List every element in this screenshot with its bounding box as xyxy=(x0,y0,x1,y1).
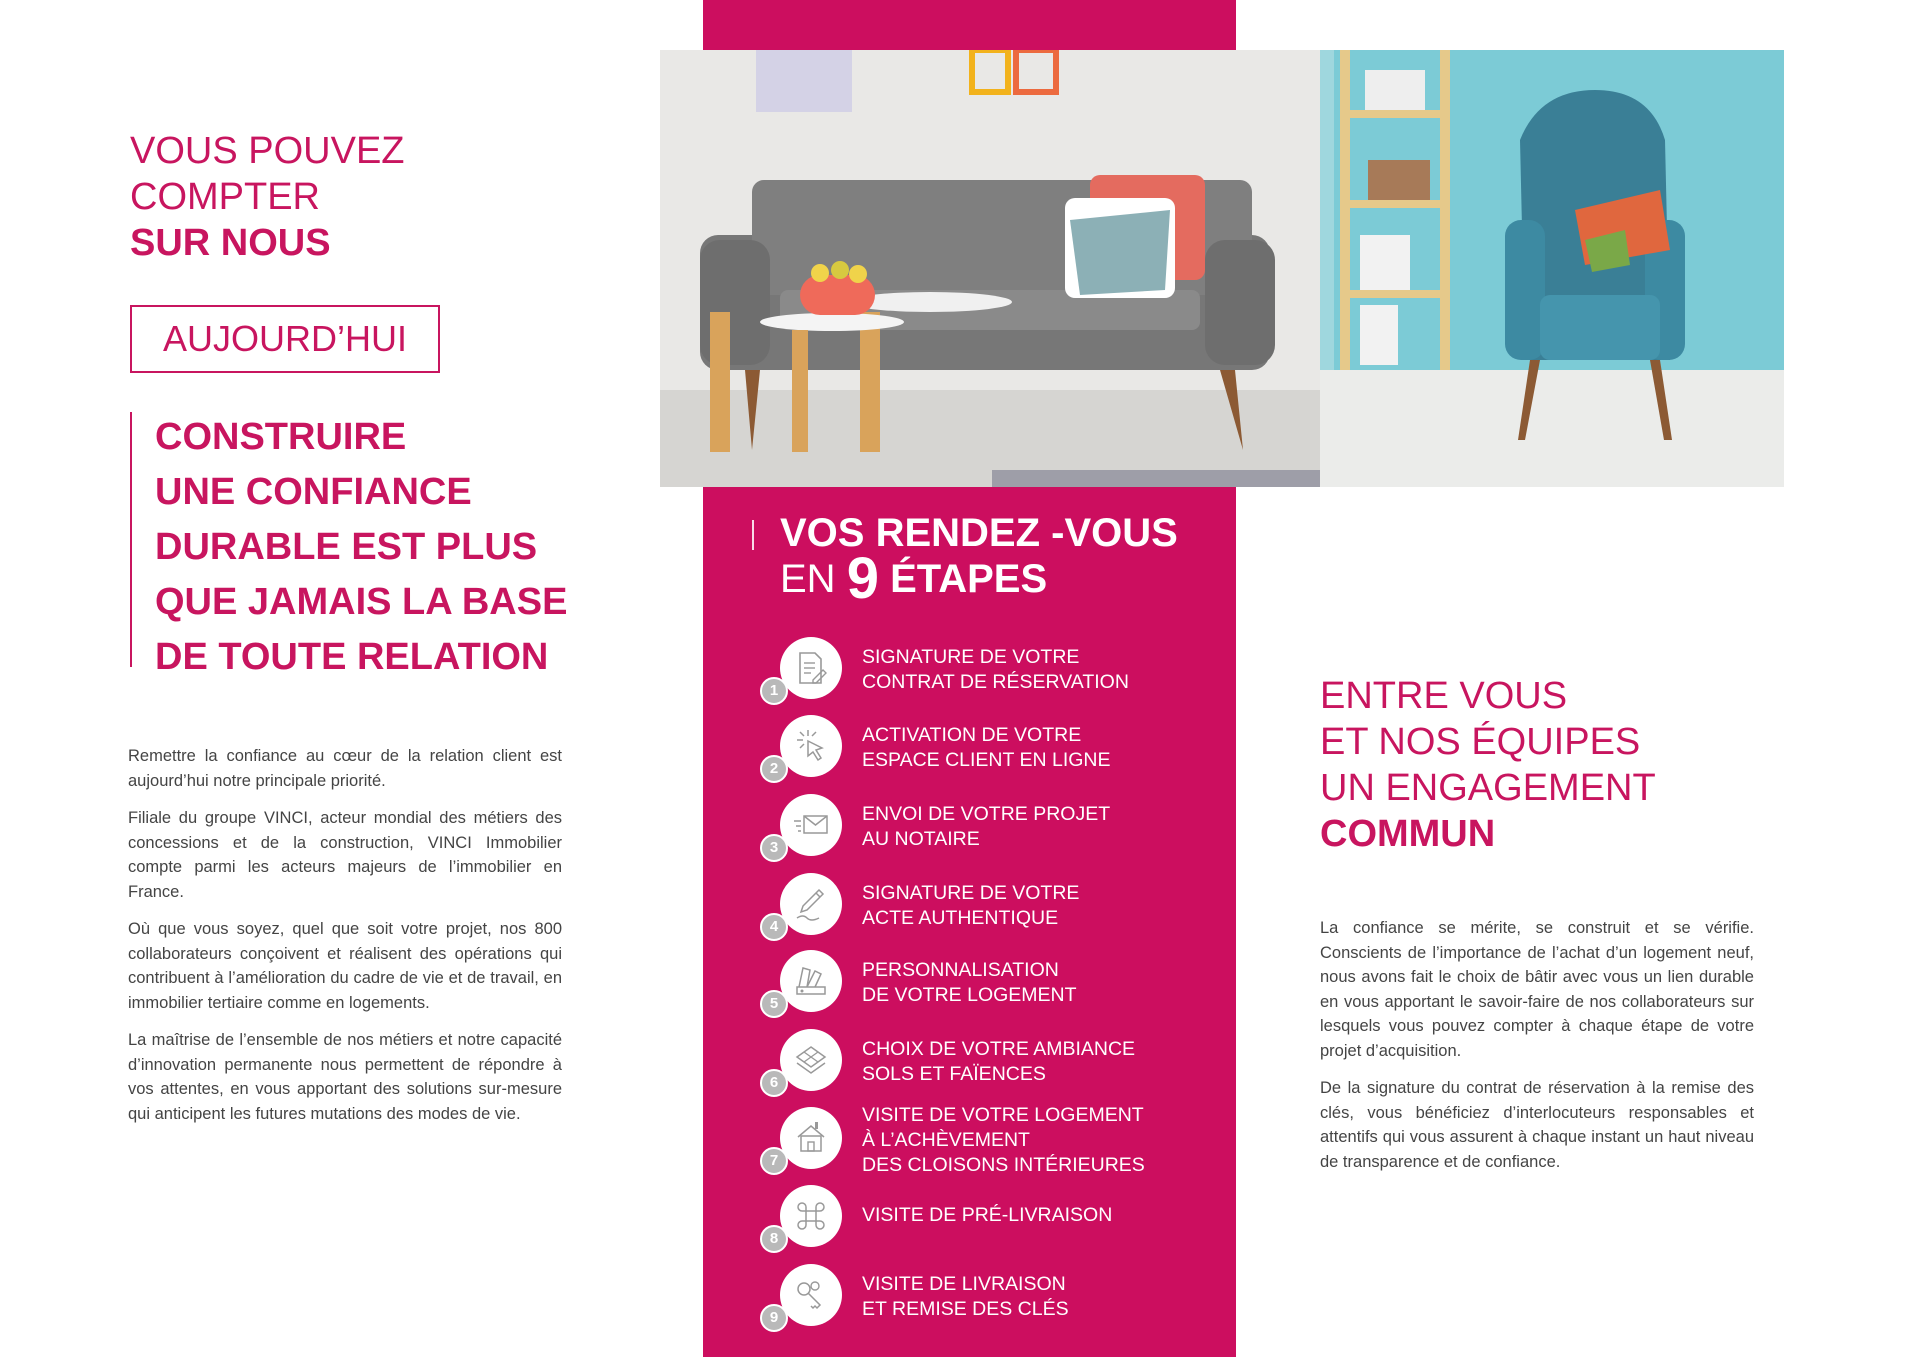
step-item-6 xyxy=(760,1029,1180,1095)
contract-icon xyxy=(793,650,829,686)
steps-title-divider xyxy=(752,520,754,550)
envelope-send-icon xyxy=(793,807,829,843)
step-label-line-3: DES CLOISONS INTÉRIEURES xyxy=(862,1154,1145,1176)
right-title-line-4: COMMUN xyxy=(1320,813,1496,855)
steps-title-line-1: VOS RENDEZ -VOUS xyxy=(780,511,1178,555)
step-number-badge: 7 xyxy=(760,1147,788,1175)
cursor-click-icon xyxy=(793,728,829,764)
steps-title-etapes: ÉTAPES xyxy=(890,557,1048,601)
pen-sign-icon xyxy=(793,886,829,922)
step-icon-circle xyxy=(780,794,842,856)
step-label-line-1: SIGNATURE DE VOTRE xyxy=(862,646,1080,668)
step-number-badge: 2 xyxy=(760,755,788,783)
right-title-line-2: ET NOS ÉQUIPES xyxy=(1320,721,1641,763)
step-label-line-1: SIGNATURE DE VOTRE xyxy=(862,882,1080,904)
step-label-line-1: CHOIX DE VOTRE AMBIANCE xyxy=(862,1038,1136,1060)
step-icon-circle xyxy=(780,1107,842,1169)
step-label-line-1: ENVOI DE VOTRE PROJET xyxy=(862,803,1111,825)
step-number-badge: 5 xyxy=(760,990,788,1018)
step-label-line-1: PERSONNALISATION xyxy=(862,959,1059,981)
step-label-line-1: ACTIVATION DE VOTRE xyxy=(862,724,1082,746)
step-label-line-2: SOLS ET FAÏENCES xyxy=(862,1063,1046,1085)
step-icon-circle xyxy=(780,715,842,777)
left-body-text xyxy=(128,744,562,1139)
step-label-line-2: CONTRAT DE RÉSERVATION xyxy=(862,671,1129,693)
living-room-photo xyxy=(660,50,1784,487)
step-item-5 xyxy=(760,950,1180,1016)
step-label-line-2: ESPACE CLIENT EN LIGNE xyxy=(862,749,1111,771)
color-swatch-icon xyxy=(793,963,829,999)
right-title xyxy=(1320,673,1656,857)
step-label xyxy=(862,1037,1135,1087)
step-item-3 xyxy=(760,794,1180,860)
left-paragraph-3: Où que vous soyez, quel que soit votre projet, nos 800 collaborateurs conçoivent et réalisent des opérations qui contribuent à l’amélioration du cadre de vie et de travail, en immobilier tertiaire comme en logements. xyxy=(128,920,562,1012)
step-item-9 xyxy=(760,1264,1180,1330)
step-label xyxy=(862,802,1110,852)
step-icon-circle xyxy=(780,950,842,1012)
left-title-line-3: SUR NOUS xyxy=(130,222,331,264)
quote-line-4: QUE JAMAIS LA BASE xyxy=(155,581,568,623)
steps-title-en: EN xyxy=(780,557,836,601)
today-label: AUJOURD’HUI xyxy=(130,305,440,373)
step-label-line-2: ACTE AUTHENTIQUE xyxy=(862,907,1059,929)
right-paragraph-2: De la signature du contrat de réservation à la remise des clés, vous bénéficiez d’interlocuteurs responsables et attentifs qui vous assurent à chaque instant un haut niveau de transparence et de confiance. xyxy=(1320,1079,1754,1171)
right-paragraph-1: La confiance se mérite, se construit et se vérifie. Conscients de l’importance de l’achat d’un logement neuf, nous avons fait le choix de bâtir avec vous un lien durable en vous apportant le savoir-faire de nos collaborateurs sur lesquels vous pouvez compter à chaque étape de votre projet d’acquisition. xyxy=(1320,919,1754,1060)
step-label xyxy=(862,645,1129,695)
step-label-line-2: ET REMISE DES CLÉS xyxy=(862,1298,1069,1320)
keys-icon xyxy=(793,1277,829,1313)
step-item-1 xyxy=(760,637,1180,703)
house-icon xyxy=(793,1120,829,1156)
main-quote xyxy=(155,410,595,685)
steps-title xyxy=(780,510,1178,611)
step-label-line-2: À L’ACHÈVEMENT xyxy=(862,1129,1030,1151)
step-icon-circle xyxy=(780,873,842,935)
step-label xyxy=(862,1203,1112,1228)
step-item-4 xyxy=(760,873,1180,939)
step-icon-circle xyxy=(780,637,842,699)
right-title-line-3: UN ENGAGEMENT xyxy=(1320,767,1656,809)
step-number-badge: 9 xyxy=(760,1304,788,1332)
left-title xyxy=(130,128,405,266)
quote-line-1: CONSTRUIRE xyxy=(155,416,407,458)
tiles-icon xyxy=(793,1042,829,1078)
step-icon-circle xyxy=(780,1185,842,1247)
quote-line-3: DURABLE EST PLUS xyxy=(155,526,538,568)
step-number-badge: 8 xyxy=(760,1225,788,1253)
steps-title-line-2 xyxy=(780,546,1178,611)
step-item-2 xyxy=(760,715,1180,781)
right-title-line-1: ENTRE VOUS xyxy=(1320,675,1568,717)
left-paragraph-4: La maîtrise de l’ensemble de nos métiers et notre capacité d’innovation permanente nous permettent de répondre à vos attentes, en vous apportant des solutions sur-mesure qui anticipent les futures mutations des modes de vie. xyxy=(128,1031,562,1123)
step-label-line-2: AU NOTAIRE xyxy=(862,828,980,850)
step-label xyxy=(862,958,1077,1008)
left-title-line-1: VOUS POUVEZ xyxy=(130,130,405,172)
left-paragraph-2: Filiale du groupe VINCI, acteur mondial des métiers des concessions et de la construction, VINCI Immobilier compte parmi les acteurs majeurs de l’immobilier en France. xyxy=(128,809,562,901)
step-label xyxy=(862,881,1079,931)
step-label-line-2: DE VOTRE LOGEMENT xyxy=(862,984,1077,1006)
step-icon-circle xyxy=(780,1264,842,1326)
command-key-icon xyxy=(793,1198,829,1234)
quote-divider xyxy=(130,412,132,667)
step-number-badge: 1 xyxy=(760,677,788,705)
step-label xyxy=(862,723,1111,773)
steps-title-number: 9 xyxy=(846,546,879,611)
left-paragraph-1: Remettre la confiance au cœur de la relation client est aujourd’hui notre principale priorité. xyxy=(128,747,562,790)
step-icon-circle xyxy=(780,1029,842,1091)
left-title-line-2: COMPTER xyxy=(130,176,320,218)
step-item-8 xyxy=(760,1185,1180,1251)
quote-line-5: DE TOUTE RELATION xyxy=(155,636,549,678)
step-label xyxy=(862,1103,1145,1178)
right-body-text xyxy=(1320,916,1754,1187)
quote-line-2: UNE CONFIANCE xyxy=(155,471,472,513)
step-number-badge: 6 xyxy=(760,1069,788,1097)
step-item-7 xyxy=(760,1104,1180,1176)
step-number-badge: 4 xyxy=(760,913,788,941)
step-label-line-1: VISITE DE PRÉ-LIVRAISON xyxy=(862,1204,1113,1226)
step-number-badge: 3 xyxy=(760,834,788,862)
step-label xyxy=(862,1272,1069,1322)
step-label-line-1: VISITE DE VOTRE LOGEMENT xyxy=(862,1104,1144,1126)
step-label-line-1: VISITE DE LIVRAISON xyxy=(862,1273,1066,1295)
